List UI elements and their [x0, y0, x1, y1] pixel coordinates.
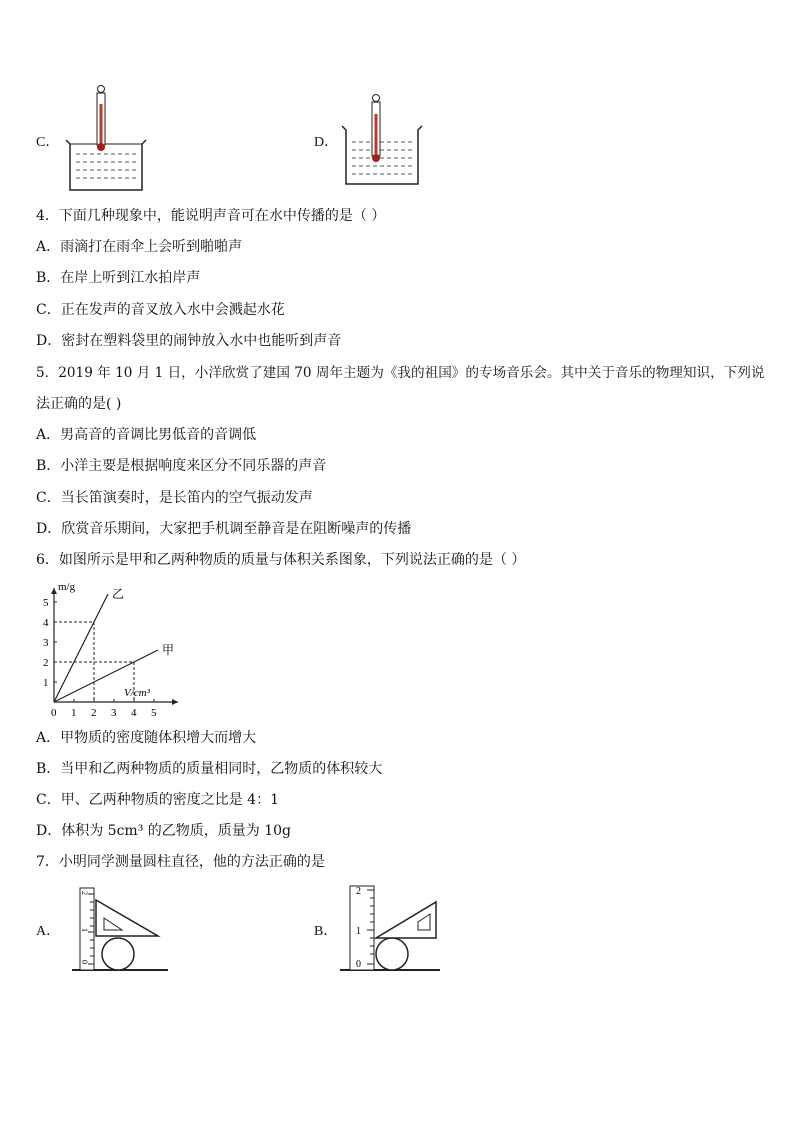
q7-option-a-label: A． [36, 924, 61, 939]
x-tick-label: 1 [71, 707, 77, 719]
ruler-b-mark-0: 0 [356, 959, 361, 970]
q4-option-a: A．雨滴打在雨伞上会听到啪啪声 [36, 239, 243, 255]
x-tick-label: 0 [51, 707, 57, 719]
y-tick-label: 4 [43, 617, 49, 629]
x-axis-arrow [172, 699, 178, 705]
x-tick-label: 5 [151, 707, 157, 719]
q6-option-a: A．甲物质的密度随体积增大而增大 [36, 730, 257, 746]
q6-option-d: D．体积为 5cm³ 的乙物质，质量为 10g [36, 823, 291, 839]
x-axis-label: V/cm³ [124, 687, 150, 699]
x-tick-label: 3 [111, 707, 117, 719]
q6-option-c: C．甲、乙两种物质的密度之比是 4：1 [36, 792, 279, 808]
ruler-b-mark-1: 1 [356, 926, 361, 937]
q6-stem: 6．如图所示是甲和乙两种物质的质量与体积关系图象，下列说法正确的是（ ） [36, 552, 526, 568]
x-tick-label: 2 [91, 707, 97, 719]
ruler-b-mark-2: 2 [356, 886, 361, 897]
y-axis-label: m/g [58, 581, 76, 593]
series-label: 乙 [112, 587, 125, 601]
option-c-label: C． [36, 135, 60, 150]
q5-option-b: B．小洋主要是根据响度来区分不同乐器的声音 [36, 458, 327, 474]
series-label: 甲 [162, 643, 175, 657]
ruler-measurement-b [340, 882, 440, 974]
q4-stem: 4．下面几种现象中，能说明声音可在水中传播的是（ ） [36, 208, 386, 224]
y-axis-arrow [51, 588, 57, 594]
q4-option-c: C．正在发声的音叉放入水中会溅起水花 [36, 302, 285, 318]
q6-option-b: B．当甲和乙两种物质的质量相同时，乙物质的体积较大 [36, 761, 383, 777]
series-line-yi [54, 594, 108, 702]
ruler-a-mark-1: 1 [80, 928, 89, 932]
y-tick-label: 5 [43, 597, 49, 609]
beaker-thermometer-d [340, 90, 424, 188]
ruler-measurement-a [72, 884, 168, 974]
y-tick-label: 1 [43, 677, 49, 689]
y-tick-label: 2 [43, 657, 49, 669]
q5-stem-line1: 5．2019 年 10 月 1 日，小洋欣赏了建国 70 周年主题为《我的祖国》的专场音乐会。其中关于音乐的物理知识，下列说 [36, 365, 765, 381]
option-d-label: D． [314, 135, 339, 150]
q5-option-d: D．欣赏音乐期间，大家把手机调至静音是在阻断噪声的传播 [36, 521, 412, 537]
q4-option-d: D．密封在塑料袋里的闹钟放入水中也能听到声音 [36, 333, 342, 349]
ruler-a-mark-2: 2 [80, 891, 89, 895]
q4-option-b: B．在岸上听到江水拍岸声 [36, 270, 201, 286]
beaker-thermometer-c [62, 82, 148, 194]
x-tick-label: 4 [131, 707, 137, 719]
mass-volume-chart [36, 580, 216, 720]
q5-option-c: C．当长笛演奏时，是长笛内的空气振动发声 [36, 490, 313, 506]
y-tick-label: 3 [43, 637, 49, 649]
q5-option-a: A．男高音的音调比男低音的音调低 [36, 427, 257, 443]
q5-stem-line2: 法正确的是( ) [36, 396, 122, 412]
q7-option-b-label: B． [314, 924, 338, 939]
q7-stem: 7．小明同学测量圆柱直径，他的方法正确的是 [36, 854, 325, 870]
ruler-a-mark-0: 0 [80, 960, 89, 964]
